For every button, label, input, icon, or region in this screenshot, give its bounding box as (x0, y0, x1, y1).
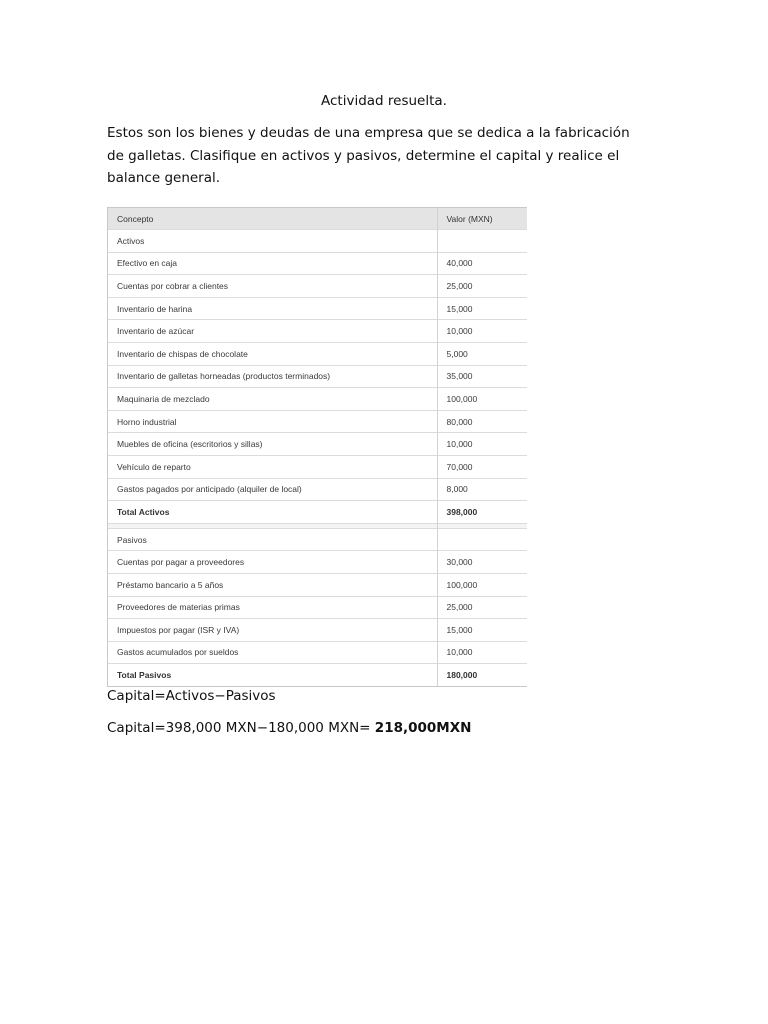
cell-valor: 100,000 (437, 388, 527, 411)
header-valor: Valor (MXN) (437, 208, 527, 230)
capital-calculation-text: Capital=398,000 MXN−180,000 MXN= (107, 720, 375, 736)
header-concepto: Concepto (108, 208, 437, 230)
cell-concepto: Inventario de azúcar (108, 320, 437, 343)
cell-concepto: Cuentas por cobrar a clientes (108, 275, 437, 298)
capital-formula: Capital=Activos−Pasivos (107, 688, 276, 704)
table-row (108, 342, 527, 365)
table-row (108, 455, 527, 478)
cell-valor: 30,000 (437, 551, 527, 574)
cell-concepto: Préstamo bancario a 5 años (108, 573, 437, 596)
balance-table (107, 207, 527, 687)
table-row (108, 297, 527, 320)
cell-valor: 15,000 (437, 619, 527, 642)
cell-concepto: Muebles de oficina (escritorios y sillas) (108, 433, 437, 456)
cell-concepto: Gastos acumulados por sueldos (108, 641, 437, 664)
cell-valor (437, 230, 527, 253)
cell-valor: 398,000 (437, 501, 527, 524)
cell-concepto: Maquinaria de mezclado (108, 388, 437, 411)
table-row (108, 252, 527, 275)
cell-valor: 5,000 (437, 342, 527, 365)
table-row (108, 410, 527, 433)
cell-valor (437, 528, 527, 551)
table-row (108, 551, 527, 574)
cell-concepto: Total Activos (108, 501, 437, 524)
total-row-pasivos (108, 664, 527, 686)
cell-valor: 40,000 (437, 252, 527, 275)
cell-valor: 10,000 (437, 320, 527, 343)
intro-paragraph: Estos son los bienes y deudas de una empresa que se dedica a la fabricación de galletas. Clasifique en activos y pasivos, determine el capital y realice el balance general. (107, 125, 630, 186)
table-row (108, 619, 527, 642)
table-row (108, 275, 527, 298)
cell-concepto: Inventario de galletas horneadas (productos terminados) (108, 365, 437, 388)
cell-concepto: Proveedores de materias primas (108, 596, 437, 619)
cell-valor: 25,000 (437, 275, 527, 298)
cell-valor: 35,000 (437, 365, 527, 388)
cell-concepto: Total Pasivos (108, 664, 437, 686)
table-row (108, 641, 527, 664)
table-row (108, 388, 527, 411)
table-row (108, 573, 527, 596)
cell-valor: 80,000 (437, 410, 527, 433)
cell-concepto: Inventario de chispas de chocolate (108, 342, 437, 365)
cell-concepto: Activos (108, 230, 437, 253)
cell-valor: 10,000 (437, 641, 527, 664)
table-row (108, 365, 527, 388)
cell-valor: 180,000 (437, 664, 527, 686)
cell-concepto: Horno industrial (108, 410, 437, 433)
cell-concepto: Pasivos (108, 528, 437, 551)
cell-valor: 10,000 (437, 433, 527, 456)
cell-concepto: Gastos pagados por anticipado (alquiler de local) (108, 478, 437, 501)
section-row-pasivos (108, 528, 527, 551)
capital-calculation (107, 719, 471, 737)
table-row (108, 478, 527, 501)
cell-concepto: Efectivo en caja (108, 252, 437, 275)
cell-valor: 70,000 (437, 455, 527, 478)
cell-concepto: Impuestos por pagar (ISR y IVA) (108, 619, 437, 642)
table-header-row (108, 208, 527, 230)
cell-valor: 25,000 (437, 596, 527, 619)
cell-valor: 15,000 (437, 297, 527, 320)
cell-valor: 8,000 (437, 478, 527, 501)
page-title: Actividad resuelta. (321, 93, 447, 109)
table-row (108, 433, 527, 456)
cell-concepto: Inventario de harina (108, 297, 437, 320)
total-row-activos (108, 501, 527, 524)
table-row (108, 320, 527, 343)
table-row (108, 596, 527, 619)
capital-result: 218,000MXN (374, 720, 472, 736)
section-row-activos (108, 230, 527, 253)
cell-valor: 100,000 (437, 573, 527, 596)
cell-concepto: Cuentas por pagar a proveedores (108, 551, 437, 574)
cell-concepto: Vehículo de reparto (108, 455, 437, 478)
